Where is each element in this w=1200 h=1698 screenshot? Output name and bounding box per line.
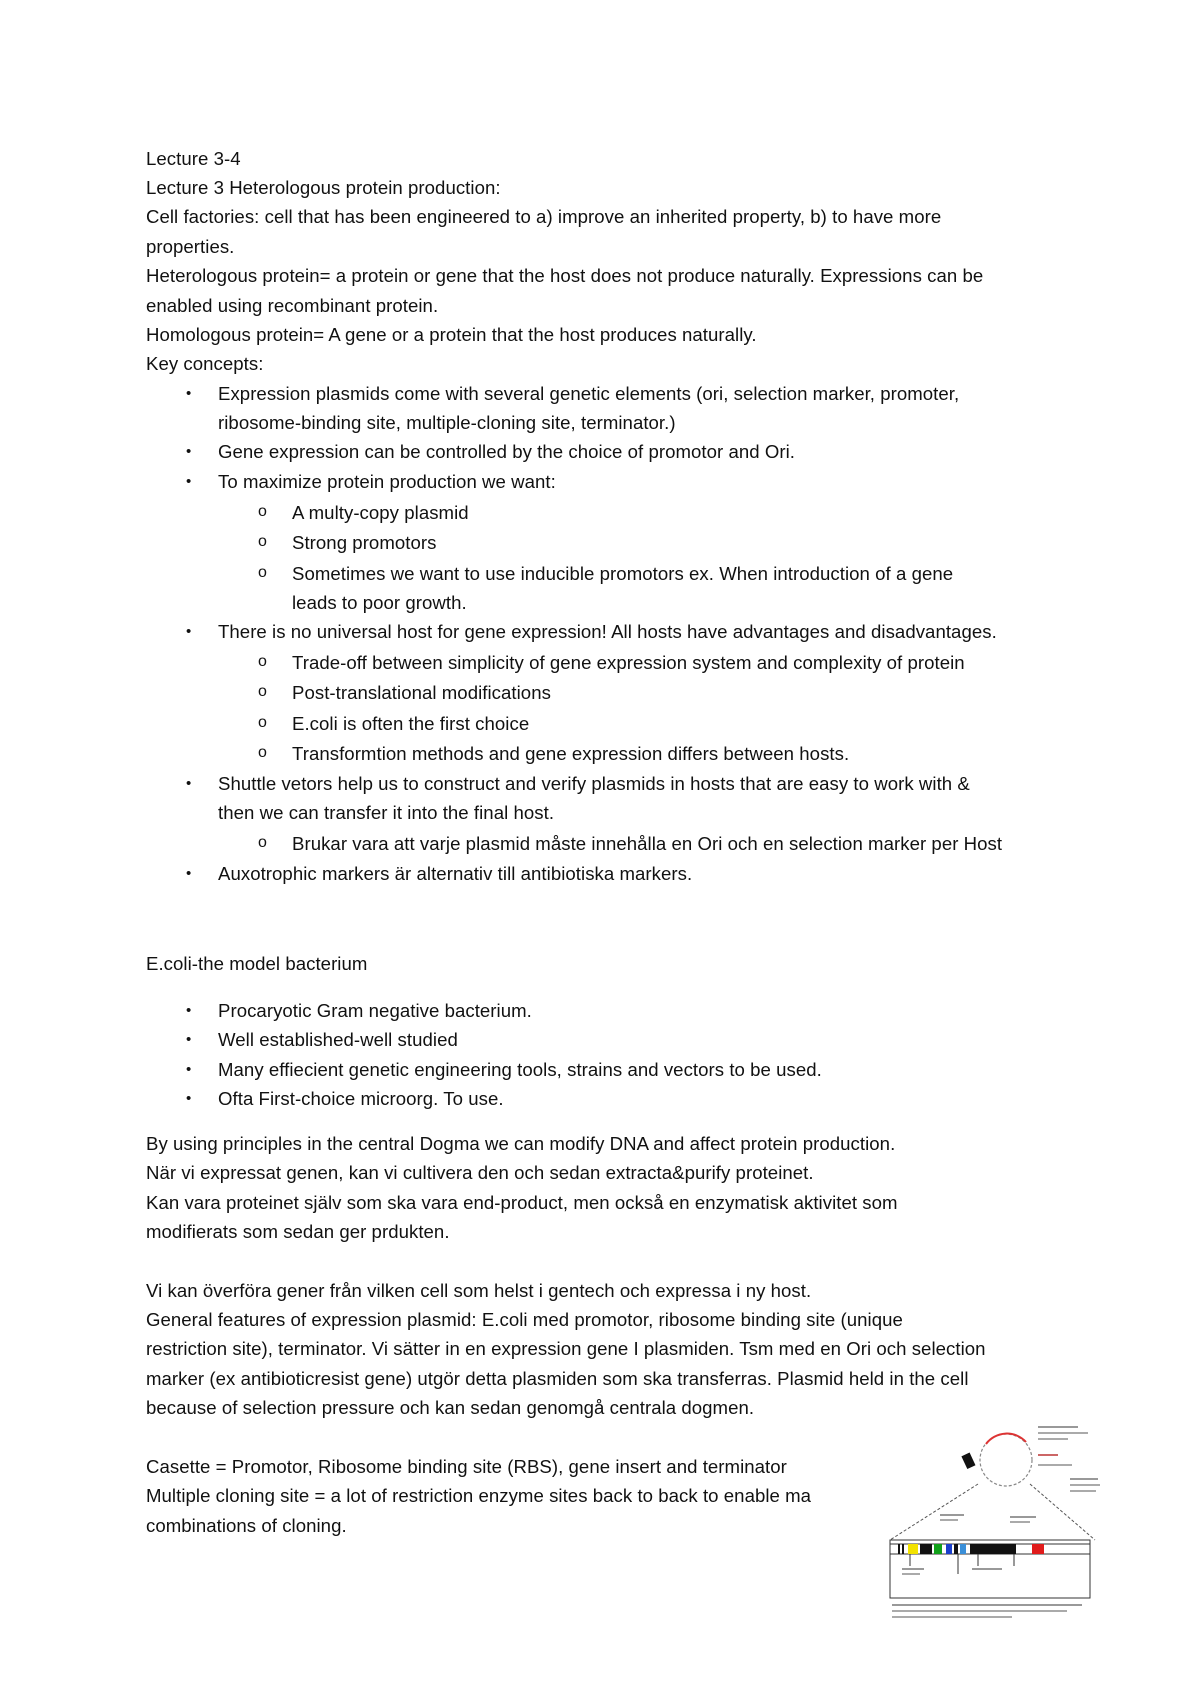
plasmid-diagram-image	[880, 1418, 1100, 1623]
doc-line: because of selection pressure och kan sedan genomgå centrala dogmen.	[146, 1397, 755, 1418]
list-item: Expression plasmids come with several genetic elements (ori, selection marker, promoter,	[218, 383, 960, 404]
sub-bullet-icon: o	[258, 653, 267, 670]
list-item: There is no universal host for gene expression! All hosts have advantages and disadvantages.	[218, 621, 997, 642]
sub-bullet-icon: o	[258, 683, 267, 700]
bullet-icon: •	[186, 473, 192, 490]
sub-list-item: Transformtion methods and gene expression differs between hosts.	[292, 743, 850, 764]
bullet-icon: •	[186, 775, 192, 792]
bullet-icon: •	[186, 1002, 192, 1019]
bullet-icon: •	[186, 865, 192, 882]
sub-bullet-icon: o	[258, 834, 267, 851]
bullet-icon: •	[186, 1031, 192, 1048]
doc-line: marker (ex antibioticresist gene) utgör detta plasmiden som ska transferras. Plasmid held in the cell	[146, 1368, 969, 1389]
sub-list-item: A multy-copy plasmid	[292, 502, 469, 523]
doc-line: combinations of cloning.	[146, 1515, 347, 1536]
doc-line: Key concepts:	[146, 353, 264, 374]
sub-list-item: Strong promotors	[292, 532, 437, 553]
doc-line: Kan vara proteinet själv som ska vara end-product, men också en enzymatisk aktivitet som	[146, 1192, 898, 1213]
doc-line: Cell factories: cell that has been engineered to a) improve an inherited property, b) to have more	[146, 206, 942, 227]
bullet-icon: •	[186, 1090, 192, 1107]
list-item-continued: ribosome-binding site, multiple-cloning site, terminator.)	[218, 412, 676, 433]
sub-list-item: E.coli is often the first choice	[292, 713, 530, 734]
sub-list-item-continued: leads to poor growth.	[292, 592, 467, 613]
doc-line: properties.	[146, 236, 235, 257]
bullet-icon: •	[186, 623, 192, 640]
doc-line: Casette = Promotor, Ribosome binding site (RBS), gene insert and terminator	[146, 1456, 787, 1477]
list-item: Many effiecient genetic engineering tools, strains and vectors to be used.	[218, 1059, 822, 1080]
list-item: Well established-well studied	[218, 1029, 458, 1050]
doc-line: Multiple cloning site = a lot of restriction enzyme sites back to back to enable ma	[146, 1485, 812, 1506]
doc-line: Homologous protein= A gene or a protein that the host produces naturally.	[146, 324, 757, 345]
doc-line: Vi kan överföra gener från vilken cell som helst i gentech och expressa i ny host.	[146, 1280, 812, 1301]
doc-line: modifierats som sedan ger prdukten.	[146, 1221, 450, 1242]
sub-list-item: Brukar vara att varje plasmid måste innehålla en Ori och en selection marker per Host	[292, 833, 1003, 854]
sub-bullet-icon: o	[258, 533, 267, 550]
list-item: To maximize protein production we want:	[218, 471, 556, 492]
list-item-continued: then we can transfer it into the final host.	[218, 802, 555, 823]
doc-line: enabled using recombinant protein.	[146, 295, 439, 316]
section-heading: E.coli-the model bacterium	[146, 953, 368, 974]
doc-line: restriction site), terminator. Vi sätter in en expression gene I plasmiden. Tsm med en Ori och selection	[146, 1338, 986, 1359]
list-item: Gene expression can be controlled by the choice of promotor and Ori.	[218, 441, 796, 462]
doc-line: By using principles in the central Dogma we can modify DNA and affect protein production.	[146, 1133, 896, 1154]
bullet-icon: •	[186, 385, 192, 402]
sub-bullet-icon: o	[258, 503, 267, 520]
list-item: Shuttle vetors help us to construct and verify plasmids in hosts that are easy to work with &	[218, 773, 970, 794]
doc-line: General features of expression plasmid: E.coli med promotor, ribosome binding site (unique	[146, 1309, 903, 1330]
sub-bullet-icon: o	[258, 714, 267, 731]
list-item: Auxotrophic markers är alternativ till antibiotiska markers.	[218, 863, 693, 884]
doc-line: Heterologous protein= a protein or gene that the host does not produce naturally. Expressions can be	[146, 265, 984, 286]
bullet-icon: •	[186, 443, 192, 460]
sub-bullet-icon: o	[258, 564, 267, 581]
sub-list-item: Post-translational modifications	[292, 682, 551, 703]
list-item: Ofta First-choice microorg. To use.	[218, 1088, 504, 1109]
doc-line: Lecture 3-4	[146, 148, 241, 169]
list-item: Procaryotic Gram negative bacterium.	[218, 1000, 532, 1021]
sub-list-item: Sometimes we want to use inducible promotors ex. When introduction of a gene	[292, 563, 954, 584]
doc-line: Lecture 3 Heterologous protein production:	[146, 177, 501, 198]
doc-line: När vi expressat genen, kan vi cultivera den och sedan extracta&purify proteinet.	[146, 1162, 814, 1183]
bullet-icon: •	[186, 1061, 192, 1078]
sub-bullet-icon: o	[258, 744, 267, 761]
sub-list-item: Trade-off between simplicity of gene expression system and complexity of protein	[292, 652, 965, 673]
